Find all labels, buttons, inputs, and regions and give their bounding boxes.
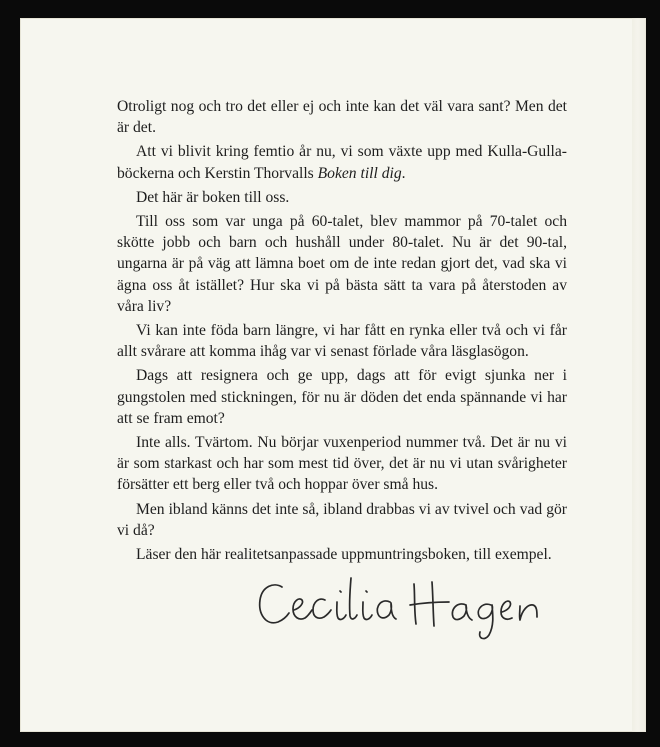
paragraph-4: Till oss som var unga på 60-talet, blev mammor på 70-talet och skötte jobb och barn och hushåll under 80-talet. Nu är det 90-tal, ungarna är på väg att lämna boet om de inte redan gjort det, vad ska vi ägna oss åt istället? Hur ska vi på bästa sätt ta vara på återstoden av våra liv? — [117, 213, 567, 315]
paragraph-6: Dags att resignera och ge upp, dags att för evigt sjunka ner i gungstolen med stickningen, för nu är döden det enda spännande vi har att se fram emot? — [117, 367, 567, 427]
paragraph-8: Men ibland känns det inte så, ibland drabbas vi av tvivel och vad gör vi då? — [117, 500, 567, 539]
book-back-cover — [20, 18, 646, 732]
page-edge — [632, 18, 646, 732]
paragraph-9: Läser den här realitetsanpassade uppmuntringsboken, till exempel. — [136, 546, 552, 564]
paragraph-5: Vi kan inte föda barn längre, vi har fått en rynka eller två och vi får allt svårare att komma ihåg var vi senast förlade våra läsglasögon. — [117, 322, 567, 361]
paragraph-3: Det här är boken till oss. — [136, 188, 290, 206]
author-signature — [252, 564, 546, 644]
book-title-italic: Boken till dig — [317, 164, 402, 182]
paragraph-2: Att vi blivit kring femtio år nu, vi som växte upp med Kulla-Gulla-böckerna och Kerstin Thorvalls Boken till dig. — [117, 143, 567, 182]
paragraph-7: Inte alls. Tvärtom. Nu börjar vuxenperiod nummer två. Det är nu vi är som starkast och har som mest tid över, det är nu vi utan svårigheter försätter ett berg eller två och hoppar över små hus. — [117, 434, 567, 494]
cover-text — [117, 96, 567, 568]
paragraph-1: Otroligt nog och tro det eller ej och inte kan det väl vara sant? Men det är det. — [117, 98, 567, 137]
